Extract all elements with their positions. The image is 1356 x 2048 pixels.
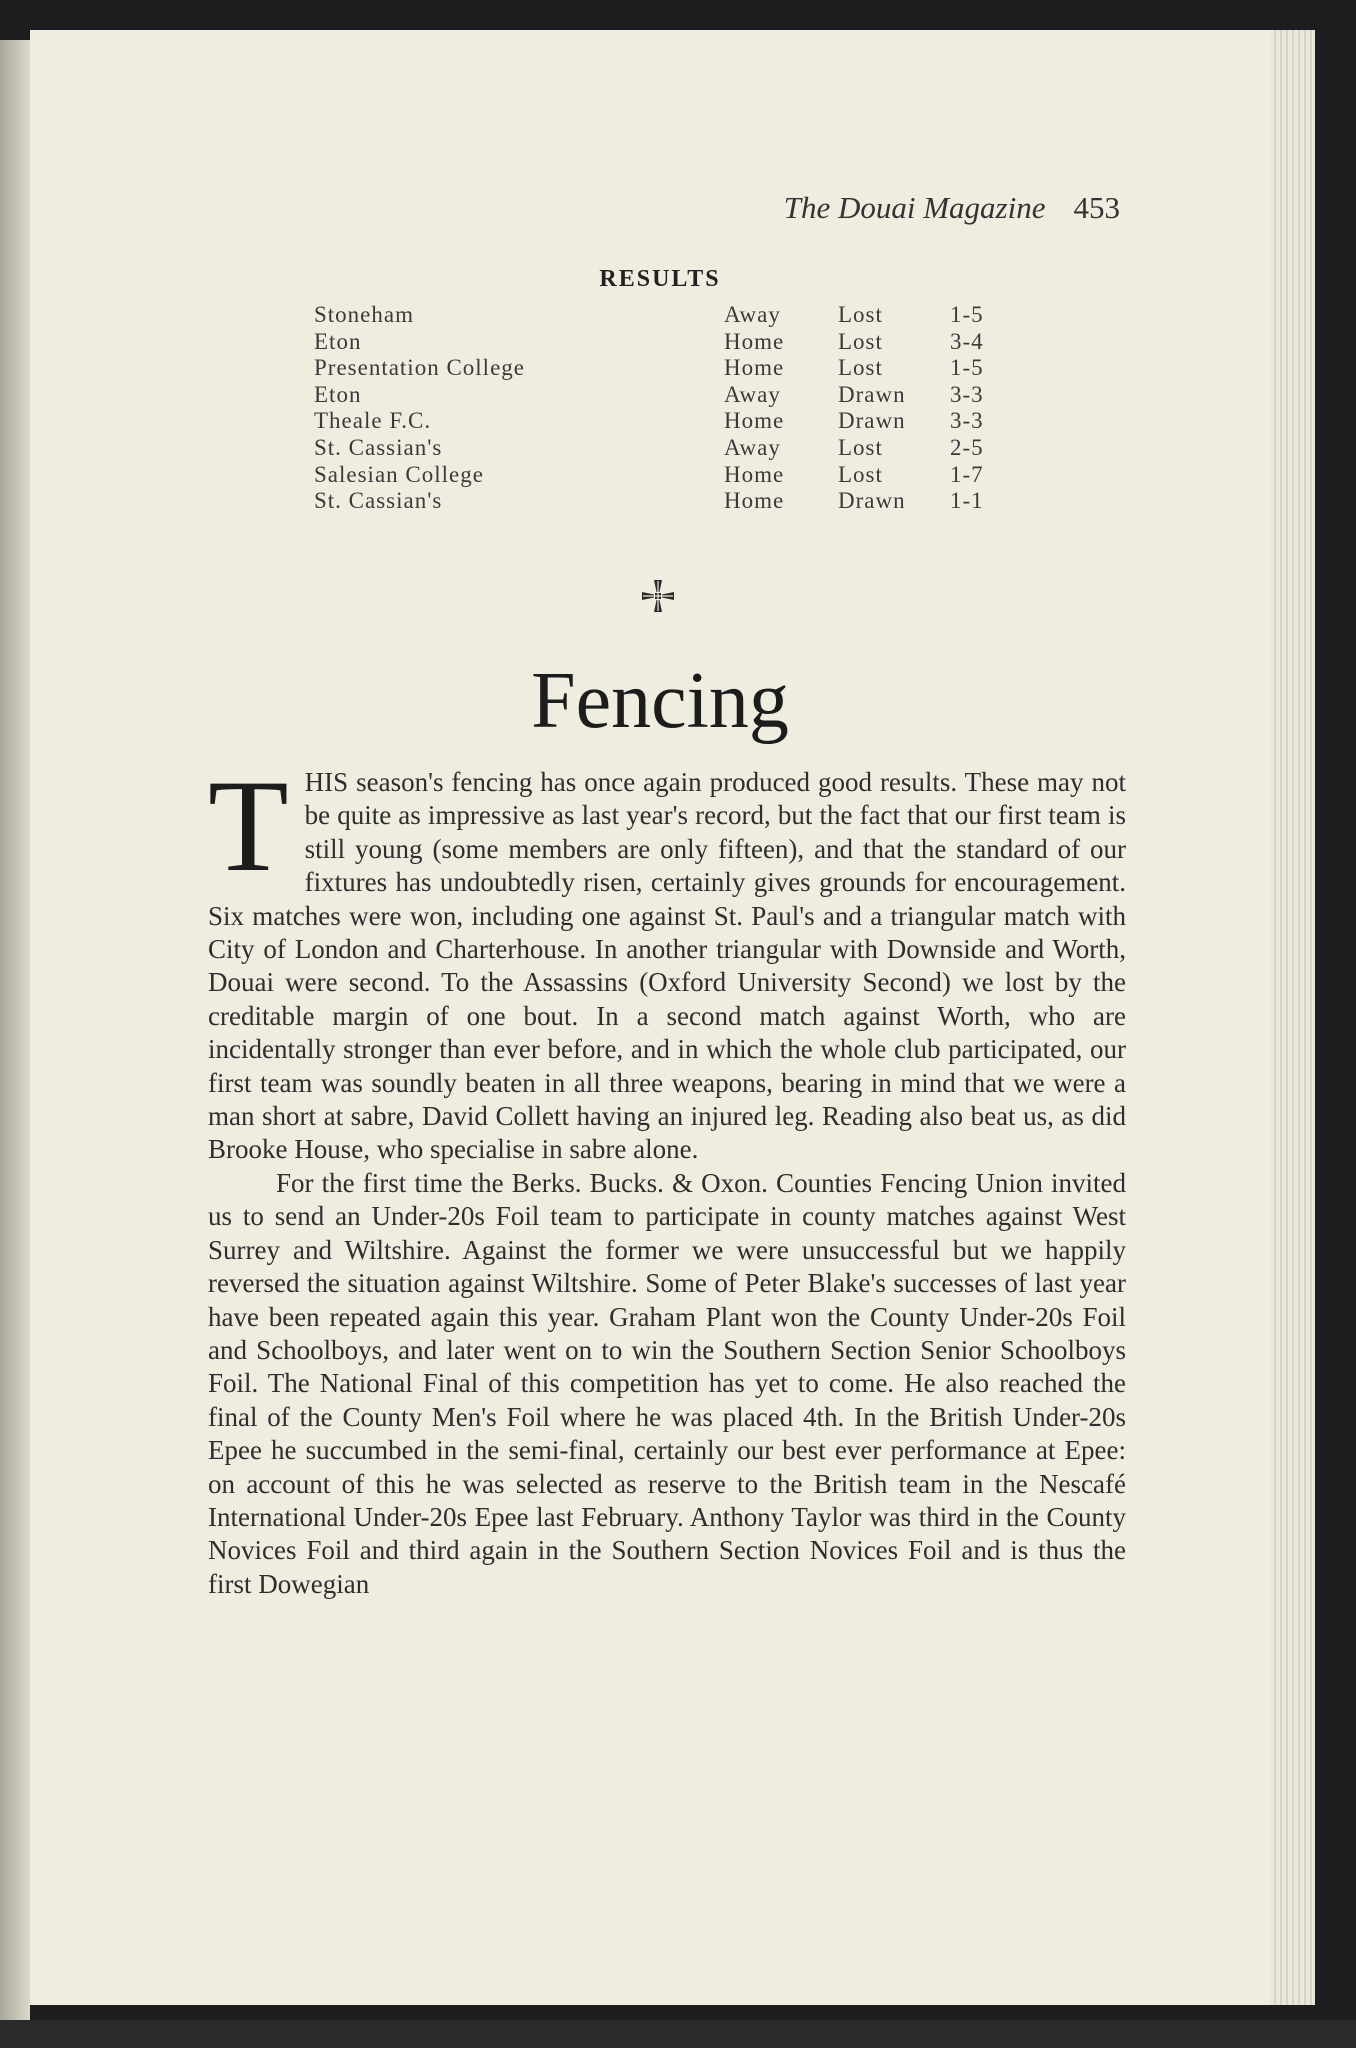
score-cell: 1-5 xyxy=(950,355,984,381)
article-body xyxy=(208,752,1126,1601)
venue-cell: Away xyxy=(724,302,781,327)
team-cell: Presentation College xyxy=(314,355,525,381)
paragraph-text: HIS season's fencing has once again produced good results. These may not be quite as impressive as last year's record, but the fact that our first team is still young (some members are only fifteen), and that the standard of our fixtures has undoubtedly risen, certainly gives grounds for encouragement. Six matches were won, including one against St. Paul's and a triangular match with City of London and Charterhouse. In another triangular with Downside and Worth, Douai were second. To the Assassins (Oxford University Second) we lost by the creditable margin of one bout. In a second match against Worth, who are incidentally stronger than ever before, and in which the whole club participated, our first team was soundly beaten in all three weapons, bearing in mind that we were a man short at sabre, David Collett having an injured leg. Reading also beat us, as did Brooke House, who specialise in sabre alone. xyxy=(208,767,1126,1165)
venue-cell: Away xyxy=(724,381,781,407)
venue-cell: Away xyxy=(724,434,781,460)
table-row xyxy=(314,329,1010,356)
result-cell: Lost xyxy=(838,302,883,327)
team-cell: Eton xyxy=(314,381,362,407)
score-cell: 3-3 xyxy=(950,408,984,434)
score-cell: 3-4 xyxy=(950,328,984,354)
table-row xyxy=(314,302,1010,329)
cross-pattee-icon xyxy=(640,578,676,614)
table-row xyxy=(314,382,1010,409)
venue-cell: Home xyxy=(724,488,785,514)
table-row xyxy=(314,462,1010,489)
section-title: Fencing xyxy=(531,657,789,745)
results-heading: RESULTS xyxy=(599,266,721,292)
score-cell: 1-7 xyxy=(950,461,984,487)
result-cell: Drawn xyxy=(838,488,906,514)
book-cover-bottom xyxy=(0,2020,1356,2048)
team-cell: Salesian College xyxy=(314,461,484,487)
left-page-edge xyxy=(0,40,30,2030)
score-cell: 2-5 xyxy=(950,434,984,460)
magazine-title: The Douai Magazine xyxy=(783,190,1046,225)
venue-cell: Home xyxy=(724,355,785,381)
team-cell: St. Cassian's xyxy=(314,488,443,514)
result-cell: Drawn xyxy=(838,381,906,407)
page-stack-edge xyxy=(1270,30,1315,2005)
paragraph xyxy=(208,752,1126,1167)
drop-cap: T xyxy=(208,752,289,899)
table-row xyxy=(314,488,1010,515)
running-header xyxy=(740,190,1120,226)
page-number: 453 xyxy=(1073,190,1120,225)
venue-cell: Home xyxy=(724,328,785,354)
result-cell: Lost xyxy=(838,461,883,487)
team-cell: Theale F.C. xyxy=(314,408,432,434)
team-cell: Eton xyxy=(314,328,362,354)
table-row xyxy=(314,355,1010,382)
team-cell: St. Cassian's xyxy=(314,434,443,460)
results-table xyxy=(314,302,1010,515)
result-cell: Lost xyxy=(838,328,883,354)
score-cell: 1-1 xyxy=(950,488,984,514)
venue-cell: Home xyxy=(724,461,785,487)
score-cell: 3-3 xyxy=(950,381,984,407)
venue-cell: Home xyxy=(724,408,785,434)
paragraph: For the first time the Berks. Bucks. & Oxon. Counties Fencing Union invited us to send an Under-20s Foil team to participate in county matches against West Surrey and Wiltshire. Against the former we were unsuccessful but we happily reversed the situation against Wiltshire. Some of Peter Blake's successes of last year have been repeated again this year. Graham Plant won the County Under-20s Foil and Schoolboys, and later went on to win the Southern Section Senior Schoolboys Foil. The National Final of this competition has yet to come. He also reached the final of the County Men's Foil where he was placed 4th. In the British Under-20s Epee he succumbed in the semi-final, certainly our best ever performance at Epee: on account of this he was selected as reserve to the British team in the Nescafé International Under-20s Epee last February. Anthony Taylor was third in the County Novices Foil and third again in the Southern Section Novices Foil and is thus the first Dowegian xyxy=(208,1167,1126,1599)
result-cell: Drawn xyxy=(838,408,906,434)
result-cell: Lost xyxy=(838,434,883,460)
result-cell: Lost xyxy=(838,355,883,381)
table-row xyxy=(314,408,1010,435)
score-cell: 1-5 xyxy=(950,302,984,327)
table-row xyxy=(314,435,1010,462)
team-cell: Stoneham xyxy=(314,302,414,327)
